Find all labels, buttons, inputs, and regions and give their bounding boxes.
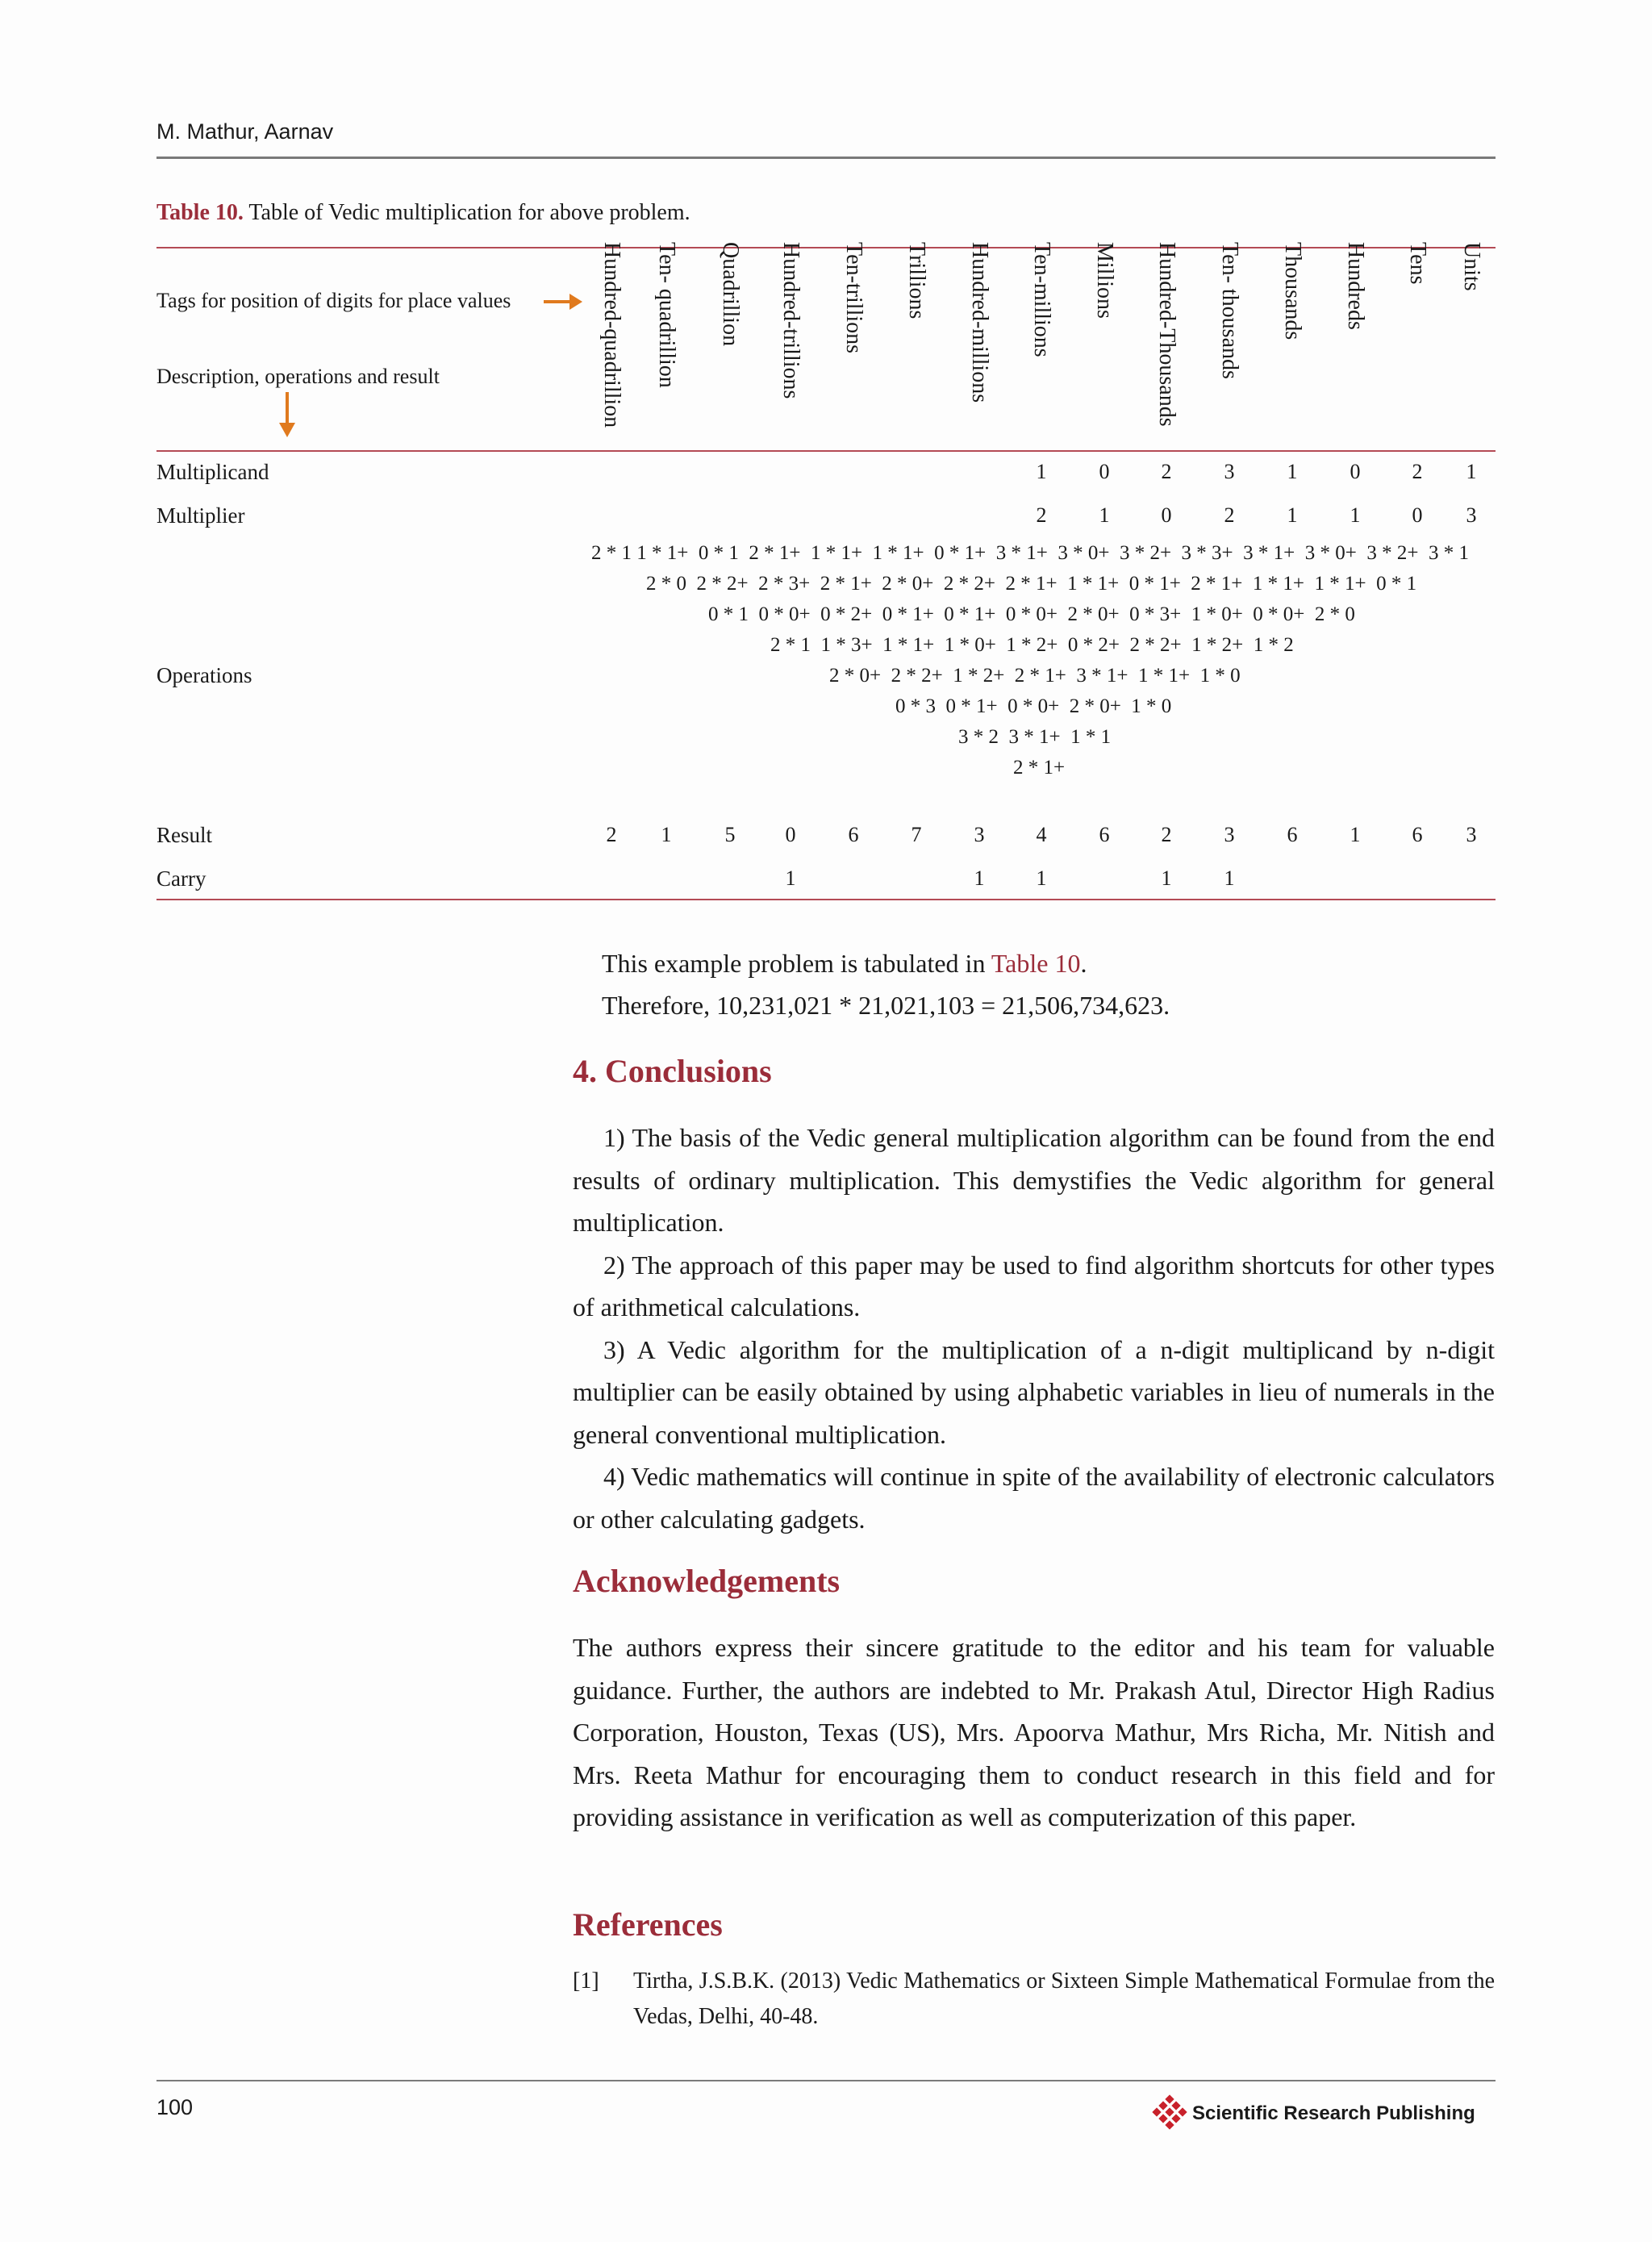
description-label: Description, operations and result [156,365,440,388]
operation-line: 2 * 1 1 * 1+ 0 * 1 2 * 1+ 1 * 1+ 1 * 1+ 0 * 1+ 3 * 1+ 3 * 0+ 3 * 2+ 3 * 3+ 3 * 1+ 3 * 0+ 3 * 2+ 3 * 1 [591,542,1469,564]
result-digit: 6 [1099,823,1110,846]
table-caption [156,200,690,226]
table-caption-label: Table 10. [156,200,244,225]
column-header: Hundred-trillions [778,242,803,399]
column-header: Ten-millions [1029,242,1054,357]
operation-line: 3 * 2 3 * 1+ 1 * 1 [958,726,1112,748]
conclusions-body [573,1117,1495,1540]
reference-number: [1] [573,1969,599,1994]
carry-digit: 1 [1224,866,1235,890]
column-header: Trillions [904,242,929,319]
result-digit: 1 [1350,823,1361,846]
column-header: Hundred-millions [967,242,992,403]
multiplier-digit: 1 [1287,503,1298,527]
multiplicand-digit: 0 [1099,460,1110,483]
conclusion-item: 2) The approach of this paper may be used to find algorithm shortcuts for other types of arithmetical calculations. [573,1250,1495,1321]
acknowledgements-text: The authors express their sincere gratitude to the editor and his team for valuable guidance. Further, the authors are indebted to Mr. Prakash Atul, Director High Radius Corporation, Houston, Texas (US), Mrs. Apoorva Mathur, Mrs Richa, Mr. Nitish and Mrs. Reeta Mathur for encouraging them to conduct research in this field and for providing assistance in verification as well as computerization of this paper. [573,1633,1495,1831]
multiplier-digit: 0 [1161,503,1172,527]
operation-line: 2 * 0+ 2 * 2+ 1 * 2+ 2 * 1+ 3 * 1+ 1 * 1+ 1 * 0 [829,665,1241,687]
result-digit: 7 [911,823,922,846]
page-number: 100 [156,2095,194,2119]
column-header: Ten- quadrillion [654,242,679,388]
intro-line-2: Therefore, 10,231,021 * 21,021,103 = 21,506,734,623. [602,991,1170,1020]
operation-line: 0 * 1 0 * 0+ 0 * 2+ 0 * 1+ 0 * 1+ 0 * 0+ 2 * 0+ 0 * 3+ 1 * 0+ 0 * 0+ 2 * 0 [708,603,1355,625]
carry-digit: 1 [974,866,985,890]
table-header-rule [156,450,1496,452]
intro-end: . [1080,949,1087,978]
right-arrow-icon [542,290,584,313]
result-digit: 4 [1036,823,1047,846]
column-header: Tens [1405,242,1430,285]
footer-rule [156,2080,1496,2081]
multiplier-digit: 2 [1224,503,1235,527]
conclusion-item: 4) Vedic mathematics will continue in spite of the availability of electronic calculators or other calculating gadgets. [573,1462,1495,1534]
column-header: Ten- thousands [1217,242,1242,379]
operation-line: 0 * 3 0 * 1+ 0 * 0+ 2 * 0+ 1 * 0 [895,695,1172,717]
column-header: Hundreds [1343,242,1368,330]
result-digit: 2 [1161,823,1172,846]
operation-line: 2 * 1+ [1013,757,1066,779]
acknowledgements-heading: Acknowledgements [573,1563,841,1599]
operation-line: 2 * 0 2 * 2+ 2 * 3+ 2 * 1+ 2 * 0+ 2 * 2+ 2 * 1+ 1 * 1+ 0 * 1+ 2 * 1+ 1 * 1+ 1 * 1+ 0 * 1 [646,573,1417,595]
down-arrow-icon [276,390,298,440]
column-header: Hundred-Thousands [1154,242,1179,427]
result-digit: 0 [785,823,796,846]
intro-text: This example problem is tabulated in [602,949,991,978]
intro-line-1 [602,942,1087,984]
carry-digit: 1 [785,866,796,890]
multiplicand-digit: 3 [1224,460,1235,483]
table-bottom-rule [156,899,1496,900]
carry-digit: 1 [1036,866,1047,890]
result-digit: 3 [1224,823,1235,846]
result-digit: 5 [724,823,736,846]
carry-label: Carry [156,866,206,891]
conclusion-item: 1) The basis of the Vedic general multiplication algorithm can be found from the end results of ordinary multiplication. This demystifies the Vedic algorithm for general multiplication. [573,1123,1495,1237]
multiplicand-digit: 2 [1161,460,1172,483]
column-header: Millions [1092,242,1117,319]
multiplier-digit: 0 [1412,503,1423,527]
publisher-name: Scientific Research Publishing [1192,2102,1475,2124]
multiplier-digit: 2 [1036,503,1047,527]
multiplier-digit: 3 [1466,503,1477,527]
multiplier-digit: 1 [1099,503,1110,527]
conclusion-item: 3) A Vedic algorithm for the multiplication of a n-digit multiplicand by n-digit multiplier can be easily obtained by using alphabetic variables in lieu of numerals in the general conventional multiplication. [573,1334,1495,1449]
carry-digit: 1 [1161,866,1172,890]
column-header: Hundred-quadrillion [599,242,624,428]
references-heading: References [573,1906,723,1943]
reference-item [573,1964,1495,2035]
column-header: Quadrillion [718,242,743,347]
result-digit: 3 [1466,823,1477,846]
running-header: M. Mathur, Aarnav [156,119,334,144]
table-link[interactable]: Table 10 [991,949,1081,978]
column-header: Units [1459,242,1484,291]
result-label: Result [156,823,213,847]
column-header: Ten-trillions [841,242,866,354]
result-digit: 6 [1287,823,1298,846]
multiplier-label: Multiplier [156,503,245,528]
conclusions-heading: 4. Conclusions [573,1053,772,1089]
multiplier-digit: 1 [1350,503,1361,527]
multiplicand-digit: 1 [1287,460,1298,483]
result-digit: 6 [848,823,859,846]
result-digit: 3 [974,823,985,846]
multiplicand-label: Multiplicand [156,460,269,484]
result-digit: 2 [606,823,617,846]
multiplicand-digit: 1 [1036,460,1047,483]
table-caption-text: Table of Vedic multiplication for above problem. [243,200,690,225]
result-digit: 1 [661,823,672,846]
tags-label: Tags for position of digits for place values [156,289,511,312]
multiplicand-digit: 2 [1412,460,1423,483]
acknowledgements-body [573,1626,1495,1839]
multiplicand-digit: 0 [1350,460,1361,483]
reference-text: Tirtha, J.S.B.K. (2013) Vedic Mathematics or Sixteen Simple Mathematical Formulae from the Vedas, Delhi, 40-48. [633,1969,1495,2029]
operations-label: Operations [156,663,252,687]
header-rule [156,157,1496,159]
result-digit: 6 [1412,823,1423,846]
publisher-logo-icon [1152,2094,1187,2130]
column-header: Thousands [1280,242,1305,340]
multiplicand-digit: 1 [1466,460,1477,483]
operation-line: 2 * 1 1 * 3+ 1 * 1+ 1 * 0+ 1 * 2+ 0 * 2+ 2 * 2+ 1 * 2+ 1 * 2 [770,634,1294,656]
